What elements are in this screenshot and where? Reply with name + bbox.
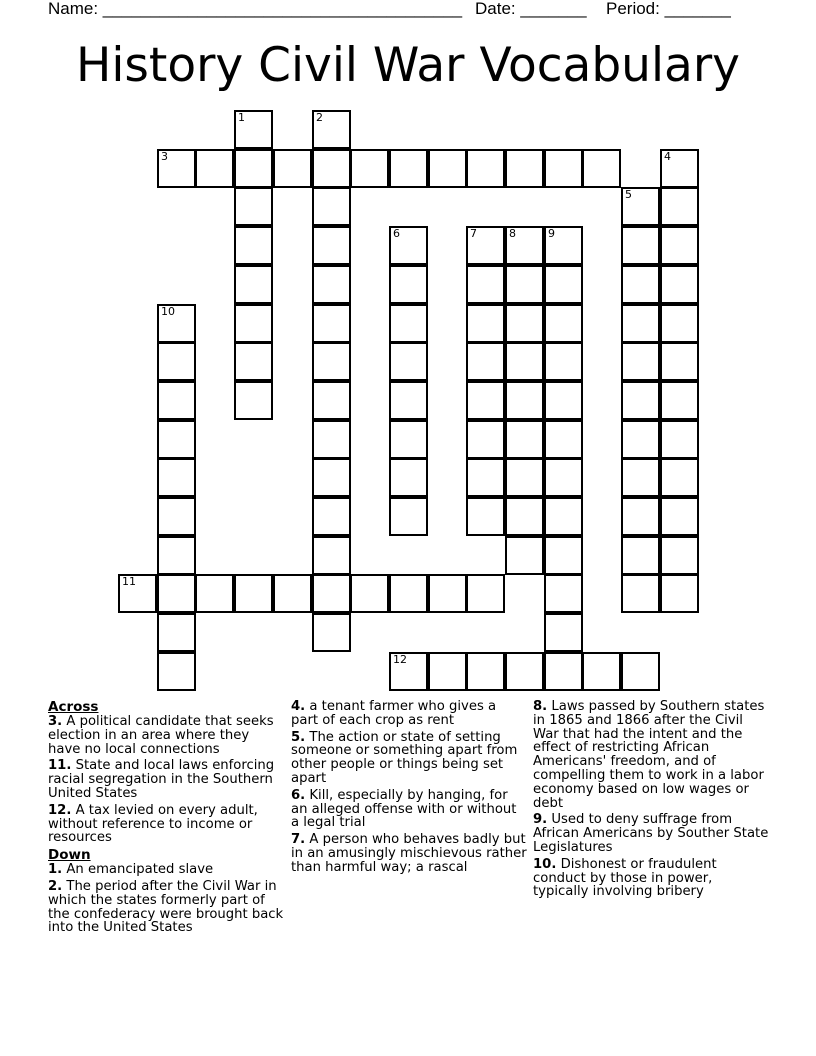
clue-text: Dishonest or fraudulent conduct by those in power, typically involving bribery — [533, 856, 717, 900]
grid-cell[interactable] — [544, 226, 583, 265]
grid-cell[interactable] — [428, 574, 467, 613]
clue-down-6 — [291, 789, 527, 830]
grid-cell[interactable] — [660, 149, 699, 188]
grid-cell[interactable] — [234, 574, 273, 613]
grid-cell[interactable] — [621, 265, 660, 304]
grid-cell[interactable] — [544, 613, 583, 652]
clue-number: 12. — [48, 802, 72, 818]
grid-cell[interactable] — [621, 536, 660, 575]
clue-text: The period after the Civil War in which the states formerly part of the confederacy were brought back into the United States — [48, 878, 284, 936]
grid-cell[interactable] — [389, 342, 428, 381]
grid-cell[interactable] — [312, 420, 351, 459]
puzzle-title: History Civil War Vocabulary — [76, 38, 740, 93]
grid-cell[interactable] — [389, 226, 428, 265]
grid-cell[interactable] — [544, 420, 583, 459]
grid-cell[interactable] — [505, 304, 544, 343]
grid-cell[interactable] — [466, 381, 505, 420]
clue-number-label: 5 — [625, 188, 632, 201]
clue-number-label: 7 — [470, 227, 477, 240]
grid-cell[interactable] — [505, 265, 544, 304]
clue-text: A person who behaves badly but in an amusingly mischievous rather than harmful way; a rascal — [291, 832, 527, 875]
grid-cell[interactable] — [234, 187, 273, 226]
clue-number-label: 11 — [122, 575, 136, 588]
clue-down-5 — [291, 731, 527, 786]
clue-number-label: 9 — [548, 227, 555, 240]
grid-cell[interactable] — [389, 497, 428, 536]
name-field[interactable]: Name: ______________________________________ — [48, 0, 463, 18]
grid-cell[interactable] — [660, 458, 699, 497]
grid-cell[interactable] — [621, 458, 660, 497]
date-field[interactable]: Date: _______ — [475, 0, 587, 18]
grid-cell[interactable] — [428, 652, 467, 691]
grid-cell[interactable] — [312, 497, 351, 536]
clue-down-1 — [48, 863, 284, 877]
clue-across-12 — [48, 804, 284, 845]
grid-cell[interactable] — [621, 226, 660, 265]
grid-cell[interactable] — [505, 381, 544, 420]
grid-cell[interactable] — [312, 149, 351, 188]
clue-column-2 — [291, 700, 527, 878]
grid-cell[interactable] — [660, 226, 699, 265]
grid-cell[interactable] — [389, 420, 428, 459]
grid-cell[interactable] — [544, 652, 583, 691]
grid-cell[interactable] — [234, 304, 273, 343]
grid-cell[interactable] — [466, 304, 505, 343]
clue-number: 2. — [48, 878, 63, 894]
clue-number: 9. — [533, 812, 548, 828]
grid-cell[interactable] — [157, 536, 196, 575]
grid-cell[interactable] — [234, 342, 273, 381]
grid-cell[interactable] — [428, 149, 467, 188]
clue-number: 11. — [48, 758, 72, 774]
grid-cell[interactable] — [312, 110, 351, 149]
clue-column-3 — [533, 700, 769, 902]
grid-cell[interactable] — [621, 187, 660, 226]
grid-cell[interactable] — [660, 265, 699, 304]
grid-cell[interactable] — [389, 458, 428, 497]
grid-cell[interactable] — [505, 497, 544, 536]
clue-column-1 — [48, 700, 284, 938]
grid-cell[interactable] — [621, 652, 660, 691]
grid-cell[interactable] — [466, 265, 505, 304]
clue-down-9 — [533, 813, 769, 854]
grid-cell[interactable] — [544, 265, 583, 304]
clue-down-2 — [48, 880, 284, 935]
grid-cell[interactable] — [273, 574, 312, 613]
clue-number-label: 3 — [161, 150, 168, 163]
grid-cell[interactable] — [157, 458, 196, 497]
grid-cell[interactable] — [466, 652, 505, 691]
grid-cell[interactable] — [505, 226, 544, 265]
grid-cell[interactable] — [621, 304, 660, 343]
clue-number-label: 4 — [664, 150, 671, 163]
grid-cell[interactable] — [234, 226, 273, 265]
grid-cell[interactable] — [466, 420, 505, 459]
grid-cell[interactable] — [389, 265, 428, 304]
clue-number-label: 6 — [393, 227, 400, 240]
grid-cell[interactable] — [312, 265, 351, 304]
grid-cell[interactable] — [157, 613, 196, 652]
grid-cell[interactable] — [389, 574, 428, 613]
grid-cell[interactable] — [157, 652, 196, 691]
clue-text: A tax levied on every adult, without reference to income or resources — [48, 802, 258, 846]
grid-cell[interactable] — [195, 574, 234, 613]
grid-cell[interactable] — [621, 497, 660, 536]
grid-cell[interactable] — [312, 536, 351, 575]
grid-cell[interactable] — [544, 536, 583, 575]
grid-cell[interactable] — [195, 149, 234, 188]
clue-across-3 — [48, 715, 284, 756]
grid-cell[interactable] — [466, 497, 505, 536]
grid-cell[interactable] — [544, 149, 583, 188]
grid-cell[interactable] — [505, 458, 544, 497]
clue-number: 3. — [48, 714, 63, 729]
grid-cell[interactable] — [157, 381, 196, 420]
grid-cell[interactable] — [505, 420, 544, 459]
clue-down-4 — [291, 700, 527, 728]
clue-number-label: 1 — [238, 111, 245, 124]
clue-number: 4. — [291, 699, 306, 714]
clue-down-7 — [291, 833, 527, 874]
clue-text: Laws passed by Southern states in 1865 and 1866 after the Civil War that had the intent and the effect of restricting African Americans' freedom, and of compelling them to work in a labor economy based on low wages or debt — [533, 699, 765, 811]
grid-cell[interactable] — [466, 342, 505, 381]
grid-cell[interactable] — [350, 574, 389, 613]
grid-cell[interactable] — [466, 226, 505, 265]
grid-cell[interactable] — [312, 187, 351, 226]
clue-number: 1. — [48, 862, 63, 878]
grid-cell[interactable] — [466, 574, 505, 613]
grid-cell[interactable] — [660, 187, 699, 226]
grid-cell[interactable] — [544, 342, 583, 381]
grid-cell[interactable] — [157, 420, 196, 459]
grid-cell[interactable] — [157, 304, 196, 343]
grid-cell[interactable] — [544, 497, 583, 536]
grid-cell[interactable] — [312, 574, 351, 613]
clue-text: State and local laws enforcing racial segregation in the Southern United States — [48, 758, 275, 801]
grid-cell[interactable] — [621, 574, 660, 613]
grid-cell[interactable] — [505, 342, 544, 381]
grid-cell[interactable] — [118, 574, 157, 613]
grid-cell[interactable] — [234, 265, 273, 304]
grid-cell[interactable] — [505, 536, 544, 575]
clue-number-label: 12 — [393, 653, 407, 666]
clue-number-label: 10 — [161, 305, 175, 318]
grid-cell[interactable] — [157, 342, 196, 381]
grid-cell[interactable] — [621, 381, 660, 420]
clue-text: a tenant farmer who gives a part of each crop as rent — [291, 699, 497, 728]
grid-cell[interactable] — [582, 652, 621, 691]
clue-down-10 — [533, 858, 769, 899]
grid-cell[interactable] — [660, 420, 699, 459]
clue-number: 5. — [291, 729, 306, 745]
clue-text: Kill, especially by hanging, for an alleged offense with or without a legal trial — [291, 787, 517, 831]
clue-across-11 — [48, 759, 284, 800]
grid-cell[interactable] — [466, 458, 505, 497]
down-heading: Down — [48, 847, 91, 864]
clue-text: An emancipated slave — [66, 862, 214, 878]
grid-cell[interactable] — [660, 381, 699, 420]
grid-cell[interactable] — [157, 574, 196, 613]
grid-cell[interactable] — [621, 420, 660, 459]
grid-cell[interactable] — [312, 304, 351, 343]
grid-cell[interactable] — [234, 381, 273, 420]
grid-cell[interactable] — [621, 342, 660, 381]
grid-cell[interactable] — [582, 149, 621, 188]
grid-cell[interactable] — [312, 342, 351, 381]
grid-cell[interactable] — [544, 304, 583, 343]
grid-cell[interactable] — [505, 652, 544, 691]
grid-cell[interactable] — [157, 149, 196, 188]
period-field[interactable]: Period: _______ — [606, 0, 731, 18]
grid-cell[interactable] — [234, 110, 273, 149]
grid-cell[interactable] — [660, 574, 699, 613]
grid-cell[interactable] — [350, 149, 389, 188]
clue-number: 10. — [533, 856, 557, 872]
grid-cell[interactable] — [312, 458, 351, 497]
grid-cell[interactable] — [660, 536, 699, 575]
grid-cell[interactable] — [312, 381, 351, 420]
clue-text: A political candidate that seeks election in an area where they have no local connections — [48, 714, 274, 757]
grid-cell[interactable] — [505, 149, 544, 188]
clue-number: 6. — [291, 787, 306, 803]
across-heading: Across — [48, 699, 99, 715]
grid-cell[interactable] — [660, 497, 699, 536]
clue-number: 7. — [291, 832, 306, 848]
grid-cell[interactable] — [312, 226, 351, 265]
clue-text: The action or state of setting someone or something apart from other people or things being set apart — [291, 729, 518, 786]
clue-down-8 — [533, 700, 769, 810]
clue-number-label: 8 — [509, 227, 516, 240]
grid-cell[interactable] — [544, 458, 583, 497]
clue-number-label: 2 — [316, 111, 323, 124]
grid-cell[interactable] — [544, 574, 583, 613]
clue-text: Used to deny suffrage from African Americans by Souther State Legislatures — [533, 812, 769, 855]
grid-cell[interactable] — [273, 149, 312, 188]
grid-cell[interactable] — [544, 381, 583, 420]
grid-cell[interactable] — [389, 149, 428, 188]
grid-cell[interactable] — [660, 342, 699, 381]
grid-cell[interactable] — [157, 497, 196, 536]
grid-cell[interactable] — [389, 381, 428, 420]
grid-cell[interactable] — [466, 149, 505, 188]
grid-cell[interactable] — [389, 304, 428, 343]
grid-cell[interactable] — [312, 613, 351, 652]
clue-number: 8. — [533, 699, 548, 714]
grid-cell[interactable] — [389, 652, 428, 691]
grid-cell[interactable] — [660, 304, 699, 343]
grid-cell[interactable] — [234, 149, 273, 188]
